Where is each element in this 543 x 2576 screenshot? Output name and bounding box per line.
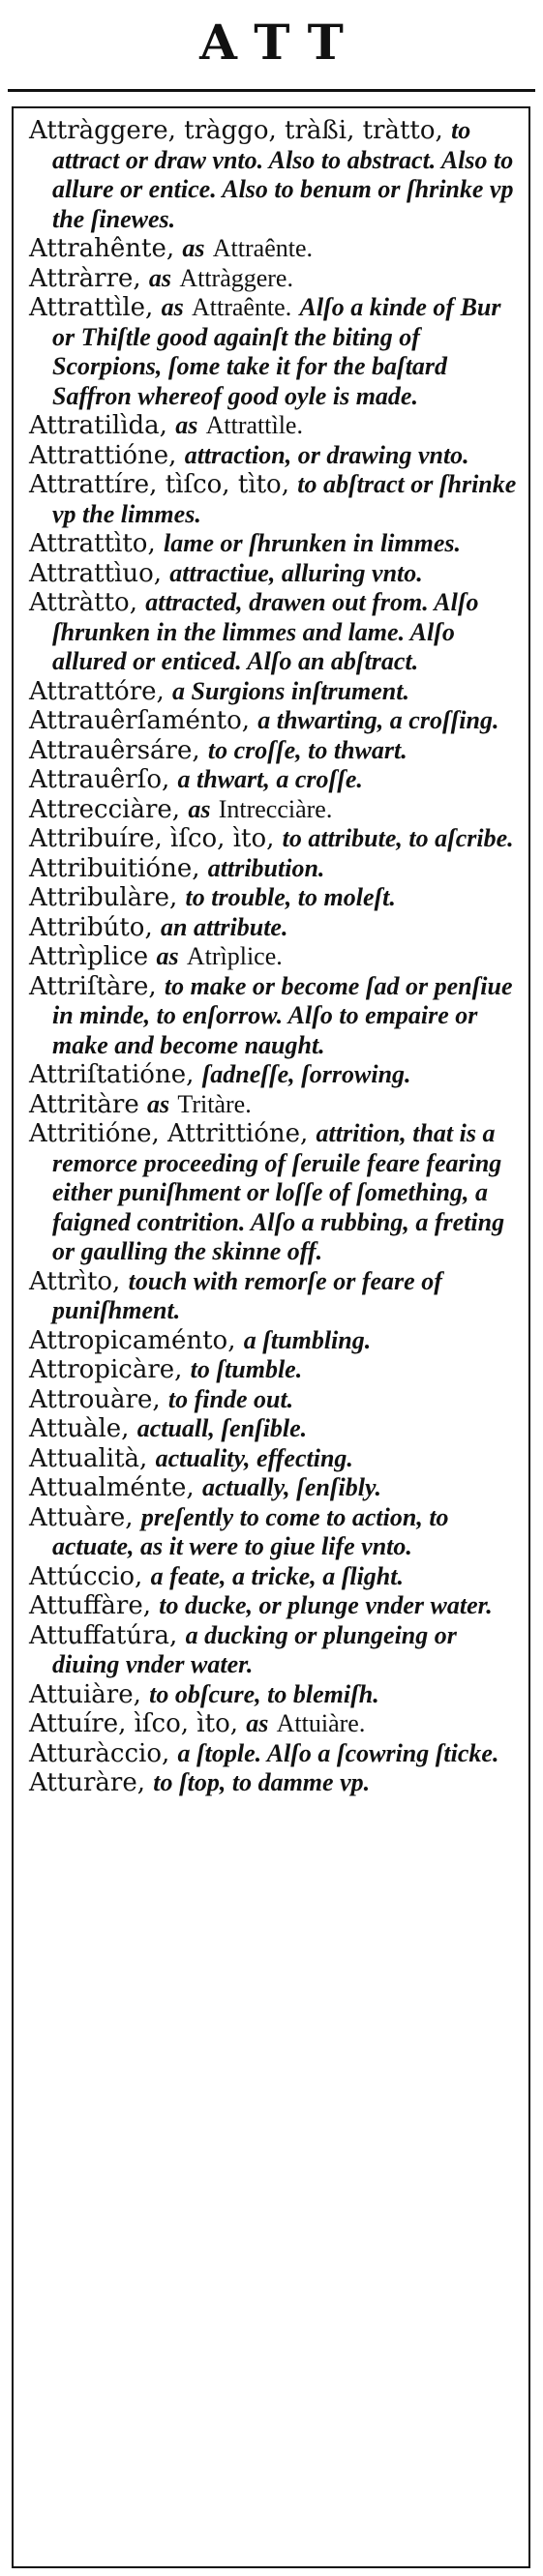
entry-headword: Attrattìto, — [29, 529, 156, 558]
entry-headword: Attrecciàre, — [29, 794, 181, 824]
entry-definition: as — [148, 263, 172, 292]
entry-definition: to finde out. — [167, 1384, 294, 1413]
dictionary-entry — [21, 854, 521, 884]
dictionary-entry — [21, 1503, 521, 1562]
dictionary-entry — [21, 1326, 521, 1356]
entry-headword: Attràrre, — [29, 263, 141, 293]
entry-definition-continued: Alſo a kinde of Bur or Thiſtle good againſt the biting of Scorpions, ſome take it for the baſtard Saffron whereof good oyle is made. — [52, 293, 501, 410]
entry-definition: lame or ſhrunken in limmes. — [164, 529, 461, 557]
entry-definition: to attract or draw vnto. Also to abstract. Also to allure or entice. Also to benum or ſhrinke vp the ſinewes. — [52, 116, 514, 233]
dictionary-entry — [21, 824, 521, 854]
entry-headword: Attrattóre, — [29, 676, 165, 706]
entry-definition: as — [182, 234, 205, 262]
dictionary-entry — [21, 234, 521, 264]
entry-list — [21, 116, 521, 2559]
entry-definition: a thwart, a croſſe. — [177, 765, 363, 793]
entry-definition: attribution. — [207, 853, 325, 882]
dictionary-entry — [21, 1385, 521, 1415]
entry-definition: a feate, a tricke, a ſlight. — [150, 1561, 404, 1590]
entry-cross-reference: Tritàre. — [177, 1089, 252, 1118]
dictionary-entry — [21, 1414, 521, 1444]
dictionary-entry — [21, 264, 521, 294]
entry-headword: Attuàre, — [29, 1502, 134, 1532]
dictionary-entry — [21, 1739, 521, 1769]
entry-headword: Attuffatúra, — [29, 1620, 178, 1650]
entry-definition: a ſtople. Alſo a ſcowring ſticke. — [177, 1738, 499, 1767]
entry-headword: Attrouàre, — [29, 1384, 161, 1414]
dictionary-entry — [21, 1591, 521, 1621]
dictionary-entry — [21, 677, 521, 707]
entry-headword: Attuíre, ìſco, ìto, — [29, 1709, 238, 1738]
entry-headword: Attriſtatióne, — [29, 1060, 195, 1089]
entry-headword: Attràtto, — [29, 588, 137, 617]
entry-headword: Attratilìda, — [29, 411, 167, 440]
entry-definition: attractiue, alluring vnto. — [169, 558, 423, 587]
entry-headword: Attuiàre, — [29, 1679, 141, 1709]
entry-headword: Attribulàre, — [29, 883, 178, 912]
entry-headword: Attuffàre, — [29, 1591, 152, 1620]
entry-cross-reference: Attraênte. — [191, 293, 292, 321]
dictionary-entry — [21, 1119, 521, 1267]
page-header — [0, 0, 543, 93]
entry-headword: Attràggere, tràggo, tràßi, tràtto, — [29, 116, 443, 145]
entry-definition: to trouble, to moleſt. — [185, 883, 396, 911]
entry-definition: to ſtop, to damme vp. — [153, 1768, 371, 1796]
entry-definition: to attribute, to aſcribe. — [282, 824, 514, 852]
entry-definition: actuality, effecting. — [155, 1443, 353, 1472]
entry-cross-reference: Intrecciàre. — [218, 794, 333, 823]
entry-headword: Attúccio, — [29, 1561, 143, 1591]
dictionary-entry — [21, 1621, 521, 1680]
entry-definition: as — [188, 794, 211, 823]
entry-headword: Atturàccio, — [29, 1738, 170, 1768]
dictionary-entry — [21, 1355, 521, 1385]
dictionary-entry — [21, 441, 521, 471]
entry-definition: to croſſe, to thwart. — [207, 735, 407, 764]
dictionary-entry — [21, 1060, 521, 1090]
entry-definition: an attribute. — [160, 912, 288, 941]
entry-headword: Attribuitióne, — [29, 853, 200, 883]
entry-headword: Attropicàre, — [29, 1355, 183, 1384]
dictionary-entry — [21, 1267, 521, 1326]
dictionary-entry — [21, 795, 521, 825]
entry-headword: Attribuíre, ìſco, ìto, — [29, 824, 275, 853]
dictionary-entry — [21, 116, 521, 234]
entry-definition: preſently to come to action, to actuate, as it were to giue life vnto. — [52, 1502, 449, 1560]
entry-cross-reference: Attràggere. — [179, 263, 293, 292]
entry-headword: Attritióne, Attrittióne, — [29, 1119, 309, 1148]
entry-definition: as — [175, 411, 198, 439]
entry-headword: Attrahênte, — [29, 234, 175, 263]
header-rule — [8, 89, 535, 92]
entry-headword: Attriſtàre, — [29, 971, 157, 1001]
dictionary-entry — [21, 1680, 521, 1710]
dictionary-entry — [21, 883, 521, 913]
dictionary-entry — [21, 411, 521, 441]
page-title: ATT — [199, 14, 363, 71]
entry-definition: actually, ſenſibly. — [201, 1473, 382, 1501]
entry-headword: Attrìplice — [29, 942, 149, 971]
entry-definition: attraction, or drawing vnto. — [184, 440, 469, 469]
entry-headword: Attritàre — [29, 1089, 139, 1119]
entry-headword: Attrauêrſaménto, — [29, 706, 250, 735]
entry-headword: Attrauêrſo, — [29, 765, 170, 794]
entry-definition: to ſtumble. — [190, 1355, 303, 1383]
entry-headword: Attrìto, — [29, 1266, 121, 1296]
entry-cross-reference: Atrìplice. — [186, 942, 283, 970]
entry-headword: Atturàre, — [29, 1768, 145, 1797]
entry-headword: Attuàle, — [29, 1414, 130, 1443]
entry-headword: Attrattióne, — [29, 440, 177, 470]
entry-definition: to obſcure, to blemiſh. — [149, 1679, 379, 1708]
dictionary-entry — [21, 293, 521, 411]
entry-headword: Attrattìle, — [29, 293, 154, 322]
entry-definition: attracted, drawen out from. Alſo ſhrunken in the limmes and lame. Alſo allured or enticed. Alſo an abſtract. — [52, 588, 479, 675]
dictionary-entry — [21, 765, 521, 795]
entry-definition: to ducke, or plunge vnder water. — [159, 1591, 493, 1619]
entry-definition: attrition, that is a remorce proceeding of ſeruile feare fearing either puniſhment or loſſe of ſomething, a faigned contrition. Alſo a rubbing, a freting or gaulling the skinne off. — [52, 1119, 505, 1265]
entry-headword: Attrattíre, tìſco, tìto, — [29, 470, 289, 499]
entry-definition: actuall, ſenſible. — [136, 1414, 308, 1442]
dictionary-entry — [21, 470, 521, 529]
entry-definition: a ſtumbling. — [243, 1325, 372, 1354]
entry-definition: a ducking or plungeing or diuing vnder water. — [52, 1620, 457, 1678]
entry-definition: as — [156, 942, 179, 970]
dictionary-entry — [21, 1473, 521, 1503]
entry-definition: as — [246, 1709, 269, 1737]
entry-definition: to abſtract or ſhrinke vp the limmes. — [52, 470, 517, 528]
dictionary-entry — [21, 913, 521, 943]
dictionary-entry — [21, 1444, 521, 1474]
dictionary-entry — [21, 1768, 521, 1798]
dictionary-entry — [21, 736, 521, 766]
dictionary-entry — [21, 1562, 521, 1592]
entry-headword: Attribúto, — [29, 912, 153, 942]
entry-definition: touch with remorſe or feare of puniſhment. — [52, 1266, 442, 1324]
entry-headword: Attualità, — [29, 1443, 148, 1473]
dictionary-entry — [21, 529, 521, 559]
entry-column — [12, 106, 530, 2568]
entry-definition: a Surgions inſtrument. — [172, 676, 409, 705]
dictionary-entry — [21, 588, 521, 677]
dictionary-entry — [21, 559, 521, 589]
entry-definition: a thwarting, a croſſing. — [257, 706, 499, 734]
entry-cross-reference: Attuiàre. — [276, 1709, 366, 1737]
entry-definition: to make or become ſad or penſiue in minde, to enſorrow. Alſo to empaire or make and become naught. — [52, 971, 513, 1059]
entry-definition: as — [161, 293, 184, 321]
entry-definition: ſadneſſe, ſorrowing. — [201, 1060, 411, 1088]
entry-definition: as — [147, 1089, 170, 1118]
dictionary-entry — [21, 706, 521, 736]
entry-cross-reference: Attrattìle. — [205, 411, 303, 439]
dictionary-entry — [21, 1709, 521, 1739]
dictionary-entry — [21, 1090, 521, 1120]
entry-headword: Attropicaménto, — [29, 1325, 236, 1355]
entry-headword: Attrauêrsáre, — [29, 735, 200, 765]
dictionary-entry — [21, 972, 521, 1061]
dictionary-entry — [21, 942, 521, 972]
entry-headword: Attrattìuo, — [29, 558, 163, 588]
entry-cross-reference: Attraênte. — [212, 234, 314, 262]
entry-headword: Attualménte, — [29, 1473, 195, 1502]
